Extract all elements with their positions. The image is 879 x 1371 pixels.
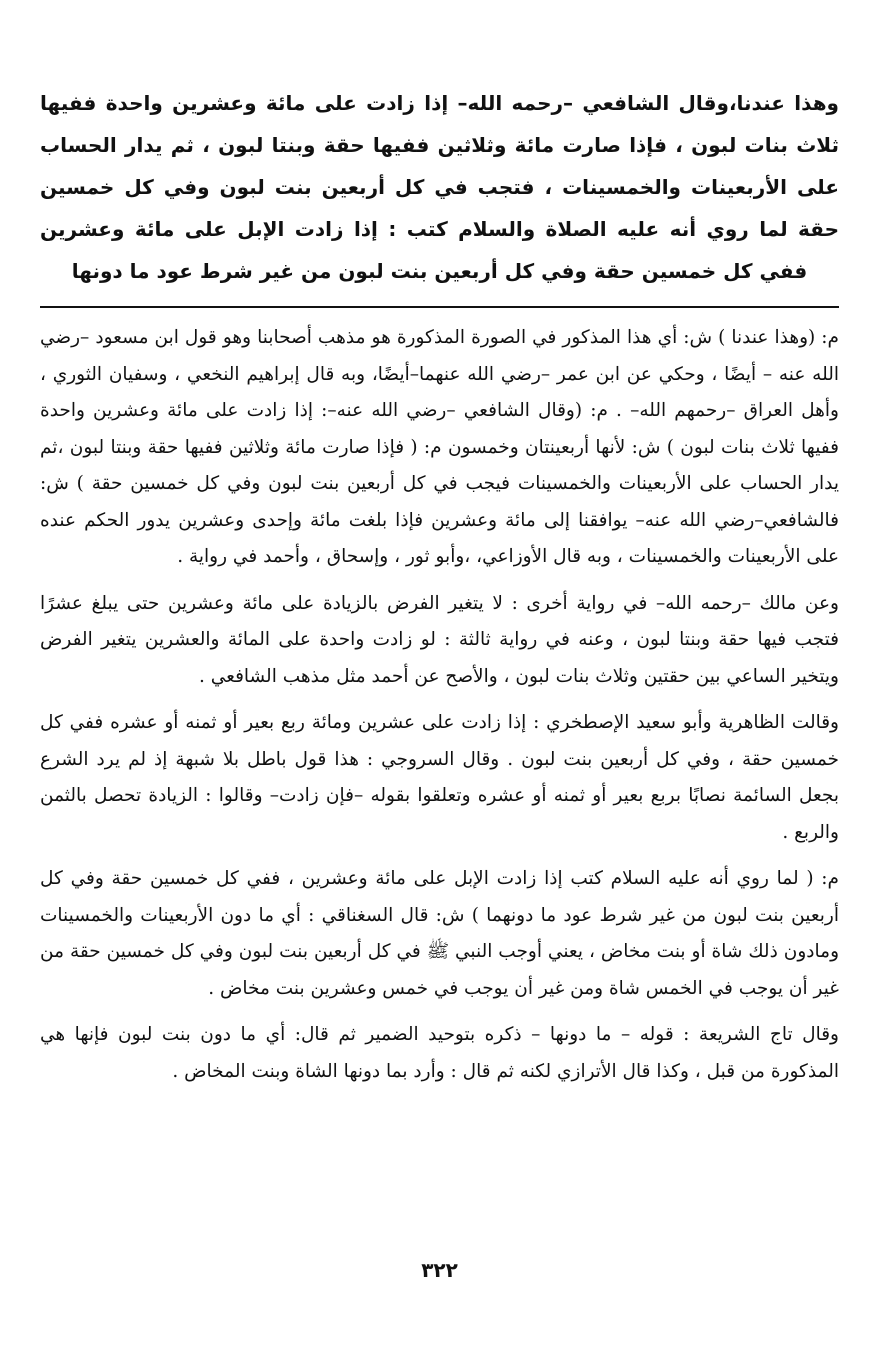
commentary-paragraph-3: وقالت الظاهرية وأبو سعيد الإصطخري : إذا زادت على عشرين ومائة ربع بعير أو ثمنه أو عشره ففي كل خمسين حقة ، وفي كل أربعين بنت لبون . وقال السروجي : هذا قول باطل بلا شبهة إذ لم يرد الشرع بجعل السائمة نصابًا بربع بعير أو ثمنه أو عشره وتعلقوا بقوله –فإن زادت– وقالوا : الزيادة تحصل بالثمن والربع . [40, 712, 839, 843]
commentary-paragraph-1: م: (وهذا عندنا ) ش: أي هذا المذكور في الصورة المذكورة هو مذهب أصحابنا وهو قول ابن مسعود –رضي الله عنه – أيضًا ، وحكي عن ابن عمر –رضي الله عنهما–أيضًا، وبه قال إبراهيم النخعي ، وسفيان الثوري ، وأهل العراق –رحمهم الله– . م: (وقال الشافعي –رضي الله عنه–: إذا زادت على مائة وعشرين واحدة ففيها ثلاث بنات لبون ) ش: لأنها أربعينتان وخمسون م: ( فإذا صارت مائة وثلاثين ففيها حقة وبنتا لبون ،ثم يدار الحساب على الأربعينات والخمسينات فيجب في كل أربعين بنت لبون وفي كل خمسين حقة ) ش: فالشافعي–رضي الله عنه– يوافقنا إلى مائة وعشرين فإذا بلغت مائة وإحدى وعشرين يدور الحكم عنده على الأربعينات والخمسينات ، وبه قال الأوزاعي، ،وأبو ثور ، وإسحاق ، وأحمد في رواية . [40, 327, 839, 567]
book-page [40, 82, 839, 1351]
commentary-paragraph-2: وعن مالك –رحمه الله– في رواية أخرى : لا يتغير الفرض بالزيادة على مائة وعشرين حتى يبلغ عشرًا فتجب فيها حقة وبنتا لبون ، وعنه في رواية ثالثة : لو زادت واحدة على المائة والعشرين يتغير الفرض ويتخير الساعي بين حقتين وثلاث بنات لبون ، والأصح عن أحمد مثل مذهب الشافعي . [40, 592, 839, 687]
page-number: ٣٢٢ [421, 1258, 458, 1282]
section-divider [40, 306, 839, 308]
commentary [40, 320, 839, 1090]
commentary-paragraph-4: م: ( لما روي أنه عليه السلام كتب إذا زادت الإبل على مائة وعشرين ، ففي كل خمسين حقة وفي كل أربعين بنت لبون من غير شرط عود ما دونهما ) ش: قال السغناقي : أي ما دون الأربعينات والخمسينات ومادون ذلك شاة أو بنت مخاض ، يعني أوجب النبي ﷺ في كل أربعين بنت لبون وفي كل خمسين حقة من غير أن يوجب في الخمس شاة ومن غير أن يوجب في خمس وعشرين بنت مخاض . [40, 868, 839, 999]
commentary-paragraph-5: وقال تاج الشريعة : قوله – ما دونها – ذكره بتوحيد الضمير ثم قال: أي ما دون بنت لبون فإنها هي المذكورة من قبل ، وكذا قال الأترازي لكنه ثم قال : وأرد بما دونها الشاة وبنت المخاض . [40, 1024, 839, 1082]
matn-text: وهذا عندنا،وقال الشافعي –رحمه الله– إذا زادت على مائة وعشرين واحدة ففيها ثلاث بنات لبون ، فإذا صارت مائة وثلاثين ففيها حقة وبنتا لبون ، ثم يدار الحساب على الأربعينات والخمسينات ، فتجب في كل أربعين بنت لبون وفي كل خمسين حقة لما روي أنه عليه الصلاة والسلام كتب : إذا زادت الإبل على مائة وعشرين ففي كل خمسين حقة وفي كل أربعين بنت لبون من غير شرط عود ما دونها [40, 91, 839, 283]
